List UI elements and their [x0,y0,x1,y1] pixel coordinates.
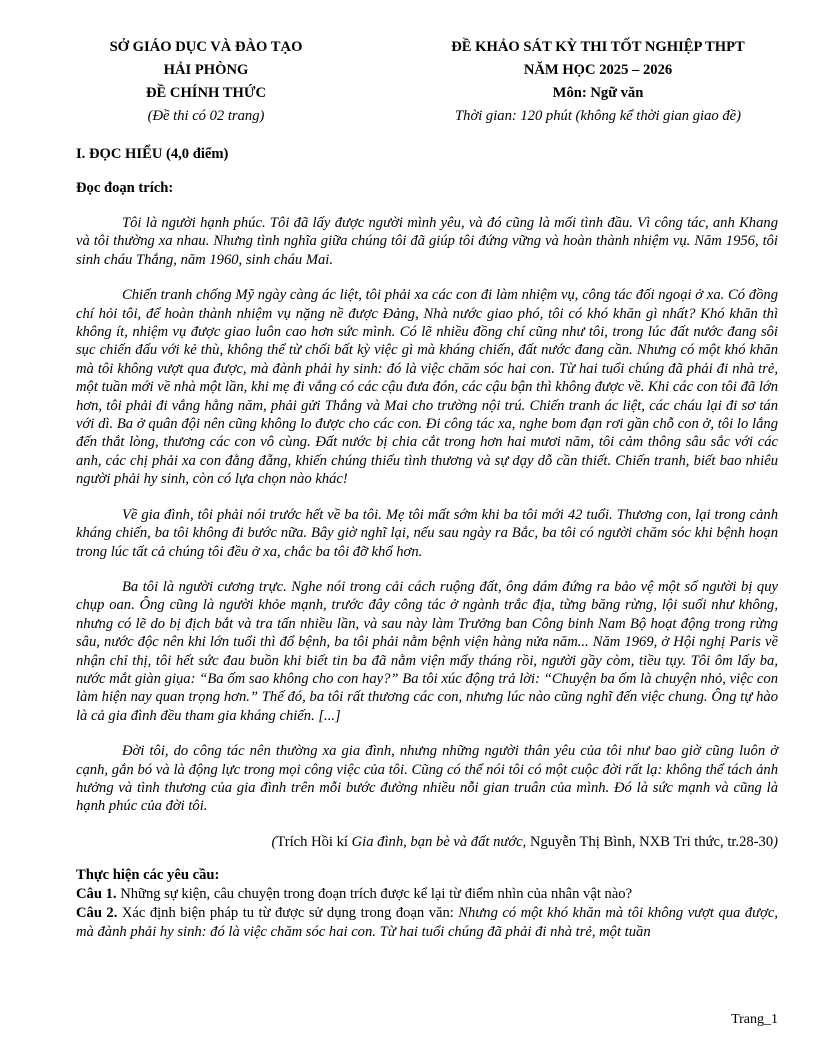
question-text: Xác định biện pháp tu từ được sử dụng trong đoạn văn: [117,904,459,921]
question-label: Câu 1. [76,885,117,902]
time-allowed: Thời gian: 120 phút (không kể thời gian giao đề) [455,108,741,124]
exam-title: ĐỀ KHẢO SÁT KỲ THI TỐT NGHIỆP THPT [451,39,745,55]
excerpt-paragraph: Tôi là người hạnh phúc. Tôi đã lấy được người mình yêu, và đó cũng là mối tình đầu. Vì công tác, anh Khang và tôi thường xa nhau. Nhưng tình nghĩa giữa chúng tôi đã giúp tôi đứng vững và hoàn thành nhiệm vụ. Năm 1956, tôi sinh cháu Thắng, năm 1960, sinh cháu Mai. [76,215,778,268]
header-left [76,36,336,128]
subject: Môn: Ngữ văn [552,85,644,101]
excerpt-paragraph: Về gia đình, tôi phải nói trước hết về ba tôi. Mẹ tôi mất sớm khi ba tôi mới 42 tuổi. Thương con, lại trong cảnh kháng chiến, ba tôi không đi bước nữa. Bây giờ nghĩ lại, nếu sau ngày ra Bắc, ba tôi có người chăm sóc khi bệnh hoạn trong lúc tất cả chúng tôi đều ở xa, chắc ba tôi đỡ khổ hơn. [76,506,778,560]
question-item [76,885,778,904]
source-prefix: Trích Hồi kí [276,833,352,850]
page-count-note: (Đề thi có 02 trang) [147,108,265,124]
exam-header [76,36,778,128]
header-right [418,36,778,128]
excerpt-paragraph: Chiến tranh chống Mỹ ngày càng ác liệt, tôi phải xa các con đi làm nhiệm vụ, công tác đối ngoại ở xa. Có đồng chí hỏi tôi, để hoàn thành nhiệm vụ nặng nề được Đảng, Nhà nước giao phó, tôi có khó khăn gì nhất? Khó khăn thì không ít, nhiệm vụ được giao luôn cao hơn sức mình. Có lẽ nhiều đồng chí cũng như tôi, trong lúc đất nước đang sôi sục chiến đấu với kẻ thù, không thể từ chối bất kỳ việc gì mà kháng chiến, đất nước đang cần. Nhưng có một khó khăn mà tôi không vượt qua được, mà đành phải hy sinh: đó là việc chăm sóc hai con. Từ hai tuổi chúng đã phải đi nhà trẻ, một tuần mới về nhà một lần, khi mẹ đi vắng có các cậu đưa đón, các cậu bận thì không được về. Khi các con tôi đã lớn hơn, tôi phải đi vắng hằng năm, phải gửi Thắng và Mai cho trường nội trú. Chiến tranh ác liệt, các cháu lại đi sơ tán với dì. Ba ở quân đội nên cũng không lo được cho các con. Đi công tác xa, nghe bom đạn rơi gần chỗ con ở, tôi lo lắng đến thắt lòng, thương các con vô cùng. Đất nước bị chia cắt trong hơn hai mươi năm, tôi cảm thông sâu sắc với các anh, các chị phải xa con đằng đẵng, khiến chúng thiếu tình thương và sự dạy dỗ cần thiết. Chiến tranh, biết bao nhiêu người phải hy sinh, còn có lựa chọn nào khác! [76,287,778,488]
school-year: NĂM HỌC 2025 – 2026 [523,62,673,78]
official-label: ĐỀ CHÍNH THỨC [145,85,266,101]
exam-page [76,36,778,942]
question-item [76,904,778,942]
department-name: SỞ GIÁO DỤC VÀ ĐÀO TẠO [109,39,303,55]
question-quote: Nhưng có một khó khăn mà tôi không vượt qua được, mà đành phải hy sinh: đó là việc chăm sóc hai con. Từ hai tuổi chúng đã phải đi nhà trẻ, một tuần [76,904,778,940]
section-title: I. ĐỌC HIỂU (4,0 điểm) [76,146,229,162]
source-suffix: , Nguyễn Thị Bình, NXB Tri thức, tr.28-30 [522,833,774,850]
city-name: HẢI PHÒNG [163,62,249,78]
tasks-title: Thực hiện các yêu cầu: [76,866,220,883]
page-number: Trang_1 [731,1012,778,1027]
question-label: Câu 2. [76,904,118,921]
source-book-title: Gia đình, bạn bè và đất nước [351,833,523,850]
source-open: ( [271,833,277,850]
excerpt-label: Đọc đoạn trích: [76,180,174,196]
excerpt-paragraph: Ba tôi là người cương trực. Nghe nói trong cải cách ruộng đất, ông dám đứng ra bảo vệ một số người bị quy chụp oan. Ông cũng là người khỏe mạnh, trước đây công tác ở ngành trắc địa, từng băng rừng, lội suối như không, nhưng có lẽ do bị địch bắt và tra tấn nhiều lần, và sau này làm Trưởng ban Công binh Nam Bộ hoạt động trong rừng sâu, nước độc nên khi lớn tuổi thì đổ bệnh, ba tôi phải nằm bệnh viện hàng nửa năm... Năm 1969, ở Hội nghị Paris về nhận chỉ thị, tôi hết sức đau buồn khi biết tin ba đã nằm viện mấy tháng rồi, người gầy còm, tiều tụy. Tôi ôm lấy ba, nước mắt giàn giụa: “Ba ốm sao không cho con hay?” Ba tôi xúc động trả lời: “Chuyện ba ốm là chuyện nhỏ, việc con làm hiện nay quan trọng hơn.” Thế đó, ba tôi rất thương các con, nhưng lúc nào cũng nghĩ đến việc chung. Ông tự hào là cả gia đình đều tham gia kháng chiến. [...] [76,578,778,724]
excerpt-source [76,834,778,851]
question-text: Những sự kiện, câu chuyện trong đoạn trích được kể lại từ điểm nhìn của nhân vật nào? [116,885,633,902]
source-close: ) [773,833,778,850]
excerpt-paragraph: Đời tôi, do công tác nên thường xa gia đình, nhưng những người thân yêu của tôi như bao giờ cũng luôn ở cạnh, gắn bó và là động lực trong mọi công việc của tôi. Cũng có thể nói tôi có một cuộc đời rất lạ: không thể tách ảnh hưởng và tình thương của gia đình trên mỗi bước đường nhiều nỗi gian truân của mình. Đó là sức mạnh và cũng là hạnh phúc của đời tôi. [76,743,778,815]
